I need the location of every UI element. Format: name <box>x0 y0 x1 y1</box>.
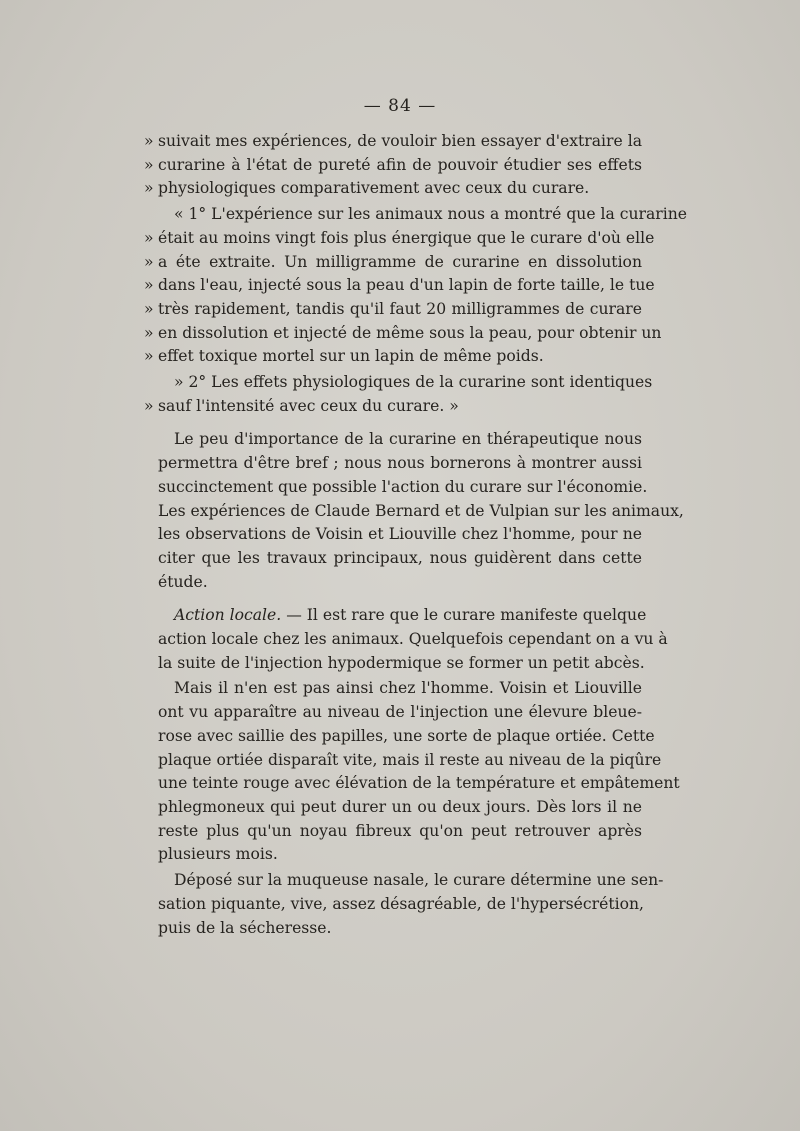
text-line: plaque ortiée disparaît vite, mais il reste au niveau de la piqûre <box>158 750 662 769</box>
text-line: » dans l'eau, injecté sous la peau d'un lapin de forte taille, le tue <box>144 276 655 295</box>
text-line: Les expériences de Claude Bernard et de Vulpian sur les animaux, <box>158 501 684 520</box>
text-line: permettra d'être bref ; nous nous bornerons à montrer aussi <box>158 454 642 473</box>
text-line: reste plus qu'un noyau fibreux qu'on peut retrouver après <box>158 821 642 840</box>
text-line: Déposé sur la muqueuse nasale, le curare détermine une sen- <box>174 871 664 890</box>
text-line: » curarine à l'état de pureté afin de pouvoir étudier ses effets <box>144 155 642 174</box>
text-line: » en dissolution et injecté de même sous la peau, pour obtenir un <box>144 323 662 342</box>
text-line: « 1° L'expérience sur les animaux nous a montré que la curarine <box>174 205 688 224</box>
page-number: — 84 — <box>363 96 437 116</box>
body-text <box>144 130 688 940</box>
text-line: étude. <box>158 572 208 591</box>
text-line: » a éte extraite. Un milligramme de curarine en dissolution <box>144 252 642 271</box>
text-line: sation piquante, vive, assez désagréable, de l'hypersécrétion, <box>158 894 644 913</box>
text-line: » effet toxique mortel sur un lapin de même poids. <box>144 347 544 366</box>
text-line: Le peu d'importance de la curarine en thérapeutique nous <box>174 430 642 449</box>
text-line: phlegmoneux qui peut durer un ou deux jours. Dès lors il ne <box>158 797 642 816</box>
text-line: » 2° Les effets physiologiques de la curarine sont identiques <box>174 373 653 392</box>
text-line: » suivait mes expériences, de vouloir bien essayer d'extraire la <box>144 132 642 150</box>
text-line: citer que les travaux principaux, nous guidèrent dans cette <box>158 548 642 567</box>
text-line: Action locale. — Il est rare que le curare manifeste quelque <box>174 606 647 625</box>
text-line: rose avec saillie des papilles, une sorte de plaque ortiée. Cette <box>158 726 655 745</box>
text-line: la suite de l'injection hypodermique se former un petit abcès. <box>158 653 645 672</box>
text-line: Mais il n'en est pas ainsi chez l'homme. Voisin et Liouville <box>174 679 642 698</box>
section-heading: Action locale. <box>174 606 282 625</box>
text-line: plusieurs mois. <box>158 845 278 864</box>
text-line: les observations de Voisin et Liouville chez l'homme, pour ne <box>158 525 642 544</box>
text-line: ont vu apparaître au niveau de l'injection une élevure bleue- <box>158 703 642 722</box>
text-line: succinctement que possible l'action du curare sur l'économie. <box>158 477 648 496</box>
text-line: » physiologiques comparativement avec ceux du curare. <box>144 179 590 198</box>
text-line: puis de la sécheresse. <box>158 918 332 937</box>
text-line: » très rapidement, tandis qu'il faut 20 milligrammes de curare <box>144 299 642 318</box>
text-line: » était au moins vingt fois plus énergique que le curare d'où elle <box>144 228 655 247</box>
text-line: action locale chez les animaux. Quelquefois cependant on a vu à <box>158 630 668 649</box>
text-line: une teinte rouge avec élévation de la température et empâtement <box>158 774 680 793</box>
text-line: » sauf l'intensité avec ceux du curare. » <box>144 396 459 415</box>
